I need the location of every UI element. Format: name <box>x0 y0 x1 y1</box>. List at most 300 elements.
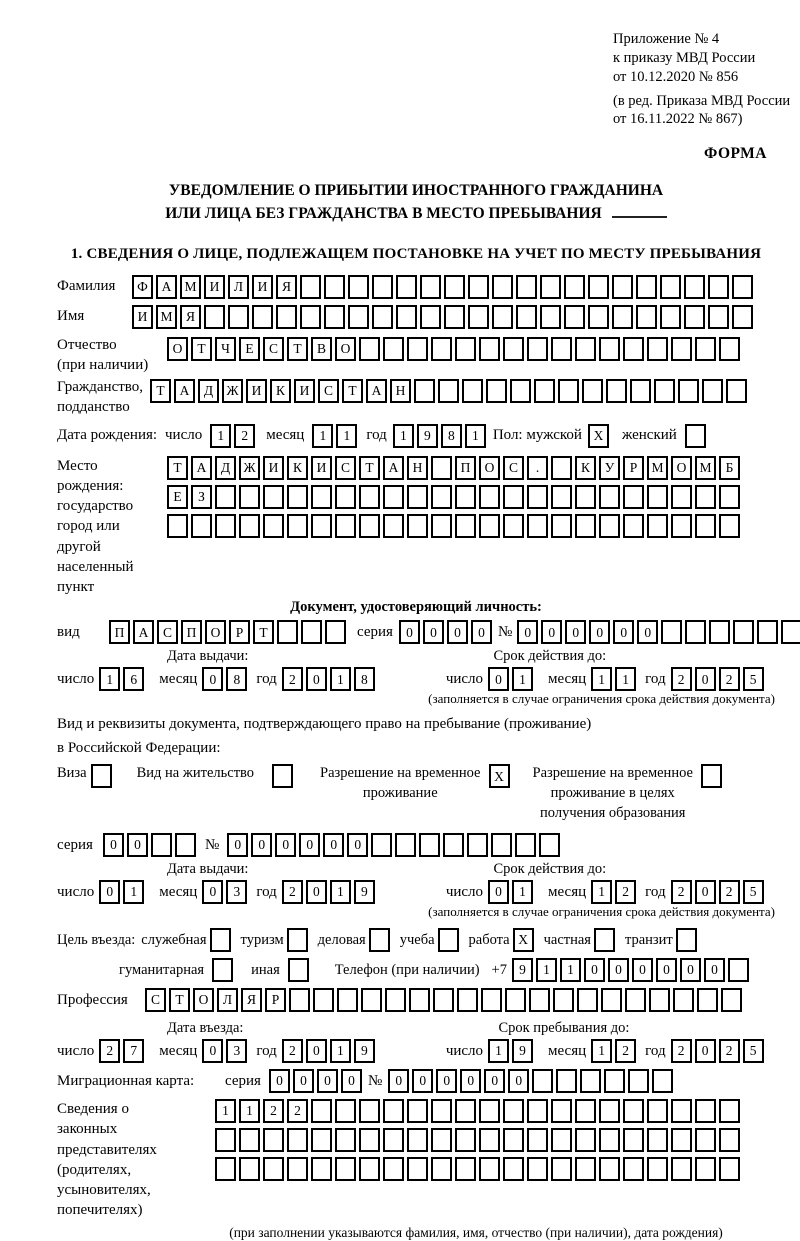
transit-checkbox[interactable] <box>676 928 697 952</box>
form-cell[interactable]: 0 <box>388 1069 409 1093</box>
form-cell[interactable] <box>311 1157 332 1181</box>
form-cell[interactable] <box>628 1069 649 1093</box>
form-cell[interactable] <box>684 275 705 299</box>
form-cell[interactable]: 0 <box>347 833 368 857</box>
form-cell[interactable] <box>407 1099 428 1123</box>
form-cell[interactable]: О <box>335 337 356 361</box>
form-cell[interactable]: С <box>318 379 339 403</box>
form-cell[interactable] <box>301 620 322 644</box>
form-cell[interactable]: 0 <box>99 880 120 904</box>
form-cell[interactable] <box>348 305 369 329</box>
form-cell[interactable]: 1 <box>560 958 581 982</box>
form-cell[interactable]: Е <box>239 337 260 361</box>
form-cell[interactable] <box>431 485 452 509</box>
form-cell[interactable] <box>556 1069 577 1093</box>
form-cell[interactable] <box>671 1128 692 1152</box>
form-cell[interactable] <box>534 379 555 403</box>
form-cell[interactable] <box>311 514 332 538</box>
form-cell[interactable] <box>604 1069 625 1093</box>
form-cell[interactable] <box>719 514 740 538</box>
form-cell[interactable] <box>263 1128 284 1152</box>
form-cell[interactable]: 1 <box>330 880 351 904</box>
other-checkbox[interactable] <box>288 958 309 982</box>
form-cell[interactable] <box>582 379 603 403</box>
form-cell[interactable]: 0 <box>227 833 248 857</box>
form-cell[interactable]: И <box>132 305 153 329</box>
form-cell[interactable] <box>732 305 753 329</box>
form-cell[interactable] <box>732 275 753 299</box>
form-cell[interactable] <box>702 379 723 403</box>
form-cell[interactable]: У <box>599 456 620 480</box>
form-cell[interactable]: О <box>671 456 692 480</box>
form-cell[interactable] <box>407 485 428 509</box>
form-cell[interactable] <box>671 514 692 538</box>
form-cell[interactable] <box>649 988 670 1012</box>
form-cell[interactable] <box>276 305 297 329</box>
form-cell[interactable]: 1 <box>123 880 144 904</box>
form-cell[interactable]: М <box>695 456 716 480</box>
form-cell[interactable] <box>407 514 428 538</box>
form-cell[interactable] <box>709 620 730 644</box>
form-cell[interactable] <box>588 275 609 299</box>
form-cell[interactable] <box>695 337 716 361</box>
form-cell[interactable]: С <box>145 988 166 1012</box>
form-cell[interactable]: 0 <box>202 1039 223 1063</box>
work-checkbox[interactable]: X <box>513 928 534 952</box>
form-cell[interactable]: Д <box>215 456 236 480</box>
form-cell[interactable]: 1 <box>591 880 612 904</box>
form-cell[interactable] <box>431 1128 452 1152</box>
form-cell[interactable]: Р <box>265 988 286 1012</box>
form-cell[interactable]: 0 <box>251 833 272 857</box>
form-cell[interactable]: 1 <box>591 667 612 691</box>
form-cell[interactable] <box>575 485 596 509</box>
form-cell[interactable]: Б <box>719 456 740 480</box>
form-cell[interactable] <box>599 485 620 509</box>
form-cell[interactable] <box>647 1099 668 1123</box>
form-cell[interactable] <box>599 514 620 538</box>
form-cell[interactable] <box>335 1128 356 1152</box>
form-cell[interactable] <box>636 275 657 299</box>
form-cell[interactable]: 0 <box>103 833 124 857</box>
form-cell[interactable]: Т <box>253 620 274 644</box>
residence-permit-checkbox[interactable] <box>272 764 293 788</box>
form-cell[interactable]: 1 <box>512 667 533 691</box>
form-cell[interactable]: 0 <box>680 958 701 982</box>
form-cell[interactable] <box>671 1157 692 1181</box>
visa-checkbox[interactable] <box>91 764 112 788</box>
form-cell[interactable]: 0 <box>508 1069 529 1093</box>
form-cell[interactable] <box>455 1099 476 1123</box>
form-cell[interactable] <box>532 1069 553 1093</box>
form-cell[interactable] <box>492 275 513 299</box>
form-cell[interactable]: 0 <box>695 1039 716 1063</box>
form-cell[interactable]: И <box>252 275 273 299</box>
form-cell[interactable] <box>479 485 500 509</box>
form-cell[interactable]: Н <box>407 456 428 480</box>
form-cell[interactable] <box>719 337 740 361</box>
form-cell[interactable] <box>431 456 452 480</box>
form-cell[interactable] <box>348 275 369 299</box>
form-cell[interactable] <box>671 485 692 509</box>
form-cell[interactable]: 0 <box>293 1069 314 1093</box>
form-cell[interactable] <box>539 833 560 857</box>
form-cell[interactable] <box>661 620 682 644</box>
form-cell[interactable]: 0 <box>484 1069 505 1093</box>
form-cell[interactable] <box>623 1157 644 1181</box>
form-cell[interactable]: Т <box>150 379 171 403</box>
form-cell[interactable]: С <box>263 337 284 361</box>
form-cell[interactable] <box>311 1128 332 1152</box>
form-cell[interactable] <box>551 1128 572 1152</box>
form-cell[interactable]: В <box>311 337 332 361</box>
form-cell[interactable]: 5 <box>743 667 764 691</box>
form-cell[interactable] <box>719 485 740 509</box>
form-cell[interactable]: 2 <box>719 880 740 904</box>
form-cell[interactable] <box>708 275 729 299</box>
form-cell[interactable]: М <box>180 275 201 299</box>
form-cell[interactable]: Я <box>180 305 201 329</box>
form-cell[interactable]: Ф <box>132 275 153 299</box>
form-cell[interactable] <box>204 305 225 329</box>
form-cell[interactable] <box>287 514 308 538</box>
form-cell[interactable] <box>695 1157 716 1181</box>
form-cell[interactable]: 0 <box>269 1069 290 1093</box>
form-cell[interactable]: 1 <box>393 424 414 448</box>
form-cell[interactable]: З <box>191 485 212 509</box>
form-cell[interactable] <box>575 1128 596 1152</box>
form-cell[interactable]: 0 <box>306 1039 327 1063</box>
form-cell[interactable] <box>647 1128 668 1152</box>
form-cell[interactable]: 0 <box>423 620 444 644</box>
form-cell[interactable]: 0 <box>695 667 716 691</box>
form-cell[interactable]: Е <box>167 485 188 509</box>
form-cell[interactable] <box>695 514 716 538</box>
form-cell[interactable]: М <box>156 305 177 329</box>
form-cell[interactable]: 9 <box>354 880 375 904</box>
form-cell[interactable] <box>371 833 392 857</box>
form-cell[interactable] <box>510 379 531 403</box>
form-cell[interactable] <box>575 1157 596 1181</box>
form-cell[interactable] <box>175 833 196 857</box>
form-cell[interactable] <box>263 514 284 538</box>
form-cell[interactable]: 1 <box>465 424 486 448</box>
form-cell[interactable] <box>564 305 585 329</box>
form-cell[interactable] <box>599 1099 620 1123</box>
form-cell[interactable] <box>671 337 692 361</box>
form-cell[interactable] <box>215 1157 236 1181</box>
form-cell[interactable] <box>654 379 675 403</box>
form-cell[interactable]: 1 <box>99 667 120 691</box>
form-cell[interactable]: 2 <box>282 667 303 691</box>
form-cell[interactable]: А <box>383 456 404 480</box>
form-cell[interactable]: 0 <box>341 1069 362 1093</box>
form-cell[interactable]: А <box>191 456 212 480</box>
form-cell[interactable]: 2 <box>99 1039 120 1063</box>
form-cell[interactable] <box>551 1099 572 1123</box>
form-cell[interactable] <box>580 1069 601 1093</box>
form-cell[interactable]: 2 <box>719 667 740 691</box>
form-cell[interactable] <box>359 514 380 538</box>
form-cell[interactable]: Л <box>217 988 238 1012</box>
form-cell[interactable]: 0 <box>460 1069 481 1093</box>
temp-permit-checkbox[interactable]: X <box>489 764 510 788</box>
sex-male-checkbox[interactable]: X <box>588 424 609 448</box>
form-cell[interactable]: 0 <box>656 958 677 982</box>
form-cell[interactable] <box>151 833 172 857</box>
form-cell[interactable] <box>647 337 668 361</box>
form-cell[interactable] <box>215 514 236 538</box>
form-cell[interactable] <box>577 988 598 1012</box>
form-cell[interactable] <box>277 620 298 644</box>
form-cell[interactable] <box>719 1157 740 1181</box>
form-cell[interactable]: 0 <box>632 958 653 982</box>
form-cell[interactable]: 1 <box>239 1099 260 1123</box>
form-cell[interactable] <box>733 620 754 644</box>
form-cell[interactable] <box>673 988 694 1012</box>
form-cell[interactable] <box>395 833 416 857</box>
form-cell[interactable]: И <box>204 275 225 299</box>
form-cell[interactable]: 0 <box>608 958 629 982</box>
form-cell[interactable]: 2 <box>263 1099 284 1123</box>
form-cell[interactable] <box>361 988 382 1012</box>
form-cell[interactable] <box>527 1157 548 1181</box>
form-cell[interactable] <box>335 485 356 509</box>
form-cell[interactable]: А <box>366 379 387 403</box>
form-cell[interactable]: 1 <box>312 424 333 448</box>
form-cell[interactable] <box>671 1099 692 1123</box>
form-cell[interactable]: 5 <box>743 880 764 904</box>
form-cell[interactable]: Ч <box>215 337 236 361</box>
form-cell[interactable] <box>726 379 747 403</box>
form-cell[interactable]: 0 <box>436 1069 457 1093</box>
form-cell[interactable] <box>335 1099 356 1123</box>
form-cell[interactable]: 1 <box>615 667 636 691</box>
form-cell[interactable]: 1 <box>336 424 357 448</box>
form-cell[interactable]: Я <box>276 275 297 299</box>
form-cell[interactable] <box>606 379 627 403</box>
form-cell[interactable]: 0 <box>323 833 344 857</box>
form-cell[interactable] <box>407 337 428 361</box>
form-cell[interactable]: 1 <box>512 880 533 904</box>
form-cell[interactable] <box>684 305 705 329</box>
form-cell[interactable]: Ж <box>239 456 260 480</box>
form-cell[interactable] <box>575 337 596 361</box>
form-cell[interactable]: 8 <box>226 667 247 691</box>
form-cell[interactable]: О <box>479 456 500 480</box>
sex-female-checkbox[interactable] <box>685 424 706 448</box>
form-cell[interactable] <box>781 620 800 644</box>
form-cell[interactable]: Т <box>287 337 308 361</box>
form-cell[interactable] <box>383 1128 404 1152</box>
form-cell[interactable] <box>300 305 321 329</box>
form-cell[interactable]: К <box>287 456 308 480</box>
form-cell[interactable] <box>325 620 346 644</box>
form-cell[interactable] <box>455 485 476 509</box>
form-cell[interactable] <box>383 514 404 538</box>
form-cell[interactable]: 1 <box>330 667 351 691</box>
form-cell[interactable] <box>492 305 513 329</box>
form-cell[interactable] <box>479 1157 500 1181</box>
form-cell[interactable] <box>599 337 620 361</box>
form-cell[interactable]: 2 <box>719 1039 740 1063</box>
tourism-checkbox[interactable] <box>287 928 308 952</box>
form-cell[interactable]: 0 <box>517 620 538 644</box>
form-cell[interactable] <box>359 485 380 509</box>
form-cell[interactable] <box>455 1157 476 1181</box>
form-cell[interactable] <box>503 1099 524 1123</box>
form-cell[interactable] <box>431 1099 452 1123</box>
form-cell[interactable] <box>540 275 561 299</box>
form-cell[interactable] <box>564 275 585 299</box>
form-cell[interactable] <box>612 305 633 329</box>
form-cell[interactable]: 2 <box>615 880 636 904</box>
form-cell[interactable]: 2 <box>234 424 255 448</box>
form-cell[interactable] <box>383 1157 404 1181</box>
form-cell[interactable]: 0 <box>447 620 468 644</box>
study-checkbox[interactable] <box>438 928 459 952</box>
form-cell[interactable]: К <box>575 456 596 480</box>
form-cell[interactable]: 0 <box>637 620 658 644</box>
form-cell[interactable] <box>551 1157 572 1181</box>
form-cell[interactable] <box>263 485 284 509</box>
form-cell[interactable] <box>300 275 321 299</box>
form-cell[interactable]: П <box>109 620 130 644</box>
form-cell[interactable]: . <box>527 456 548 480</box>
form-cell[interactable] <box>695 1099 716 1123</box>
form-cell[interactable] <box>420 275 441 299</box>
form-cell[interactable]: 0 <box>565 620 586 644</box>
form-cell[interactable]: И <box>263 456 284 480</box>
form-cell[interactable] <box>407 1157 428 1181</box>
form-cell[interactable] <box>503 485 524 509</box>
form-cell[interactable] <box>601 988 622 1012</box>
form-cell[interactable]: Л <box>228 275 249 299</box>
form-cell[interactable] <box>697 988 718 1012</box>
form-cell[interactable]: 0 <box>306 880 327 904</box>
form-cell[interactable] <box>455 337 476 361</box>
form-cell[interactable] <box>455 1128 476 1152</box>
form-cell[interactable]: 0 <box>488 880 509 904</box>
form-cell[interactable]: О <box>193 988 214 1012</box>
form-cell[interactable] <box>337 988 358 1012</box>
form-cell[interactable] <box>372 275 393 299</box>
form-cell[interactable] <box>623 1099 644 1123</box>
form-cell[interactable]: 0 <box>317 1069 338 1093</box>
form-cell[interactable]: Т <box>169 988 190 1012</box>
form-cell[interactable]: П <box>455 456 476 480</box>
form-cell[interactable] <box>467 833 488 857</box>
form-cell[interactable]: 0 <box>127 833 148 857</box>
form-cell[interactable]: Ж <box>222 379 243 403</box>
form-cell[interactable] <box>515 833 536 857</box>
form-cell[interactable]: 7 <box>123 1039 144 1063</box>
form-cell[interactable]: 2 <box>287 1099 308 1123</box>
form-cell[interactable] <box>324 305 345 329</box>
form-cell[interactable]: 2 <box>615 1039 636 1063</box>
form-cell[interactable] <box>623 514 644 538</box>
form-cell[interactable]: А <box>156 275 177 299</box>
form-cell[interactable]: О <box>167 337 188 361</box>
form-cell[interactable] <box>503 1157 524 1181</box>
form-cell[interactable] <box>647 514 668 538</box>
form-cell[interactable] <box>623 485 644 509</box>
form-cell[interactable]: С <box>503 456 524 480</box>
form-cell[interactable] <box>455 514 476 538</box>
form-cell[interactable] <box>719 1099 740 1123</box>
form-cell[interactable]: 8 <box>441 424 462 448</box>
form-cell[interactable]: 2 <box>282 1039 303 1063</box>
form-cell[interactable] <box>660 305 681 329</box>
official-checkbox[interactable] <box>210 928 231 952</box>
form-cell[interactable] <box>588 305 609 329</box>
form-cell[interactable] <box>228 305 249 329</box>
form-cell[interactable]: Н <box>390 379 411 403</box>
form-cell[interactable] <box>215 485 236 509</box>
form-cell[interactable]: Д <box>198 379 219 403</box>
form-cell[interactable] <box>372 305 393 329</box>
form-cell[interactable] <box>516 305 537 329</box>
form-cell[interactable] <box>625 988 646 1012</box>
form-cell[interactable] <box>529 988 550 1012</box>
form-cell[interactable]: 1 <box>215 1099 236 1123</box>
form-cell[interactable]: А <box>174 379 195 403</box>
form-cell[interactable] <box>431 514 452 538</box>
form-cell[interactable] <box>486 379 507 403</box>
form-cell[interactable] <box>599 1157 620 1181</box>
form-cell[interactable] <box>623 337 644 361</box>
form-cell[interactable] <box>287 1157 308 1181</box>
form-cell[interactable] <box>289 988 310 1012</box>
form-cell[interactable] <box>359 337 380 361</box>
form-cell[interactable]: 2 <box>671 667 692 691</box>
form-cell[interactable] <box>215 1128 236 1152</box>
form-cell[interactable] <box>383 337 404 361</box>
form-cell[interactable]: 0 <box>471 620 492 644</box>
form-cell[interactable] <box>239 514 260 538</box>
form-cell[interactable] <box>685 620 706 644</box>
form-cell[interactable] <box>396 305 417 329</box>
form-cell[interactable] <box>695 485 716 509</box>
form-cell[interactable]: А <box>133 620 154 644</box>
form-cell[interactable] <box>479 514 500 538</box>
form-cell[interactable] <box>419 833 440 857</box>
form-cell[interactable] <box>479 1099 500 1123</box>
form-cell[interactable]: 0 <box>704 958 725 982</box>
form-cell[interactable]: Т <box>191 337 212 361</box>
form-cell[interactable] <box>527 1128 548 1152</box>
form-cell[interactable]: 9 <box>417 424 438 448</box>
form-cell[interactable]: 8 <box>354 667 375 691</box>
form-cell[interactable] <box>695 1128 716 1152</box>
form-cell[interactable]: К <box>270 379 291 403</box>
form-cell[interactable] <box>324 275 345 299</box>
form-cell[interactable] <box>652 1069 673 1093</box>
form-cell[interactable] <box>647 1157 668 1181</box>
form-cell[interactable] <box>551 514 572 538</box>
form-cell[interactable] <box>383 485 404 509</box>
form-cell[interactable] <box>468 275 489 299</box>
form-cell[interactable]: 5 <box>743 1039 764 1063</box>
form-cell[interactable] <box>551 456 572 480</box>
form-cell[interactable] <box>630 379 651 403</box>
form-cell[interactable] <box>433 988 454 1012</box>
form-cell[interactable] <box>479 337 500 361</box>
form-cell[interactable] <box>457 988 478 1012</box>
form-cell[interactable] <box>359 1157 380 1181</box>
form-cell[interactable] <box>383 1099 404 1123</box>
form-cell[interactable] <box>311 485 332 509</box>
